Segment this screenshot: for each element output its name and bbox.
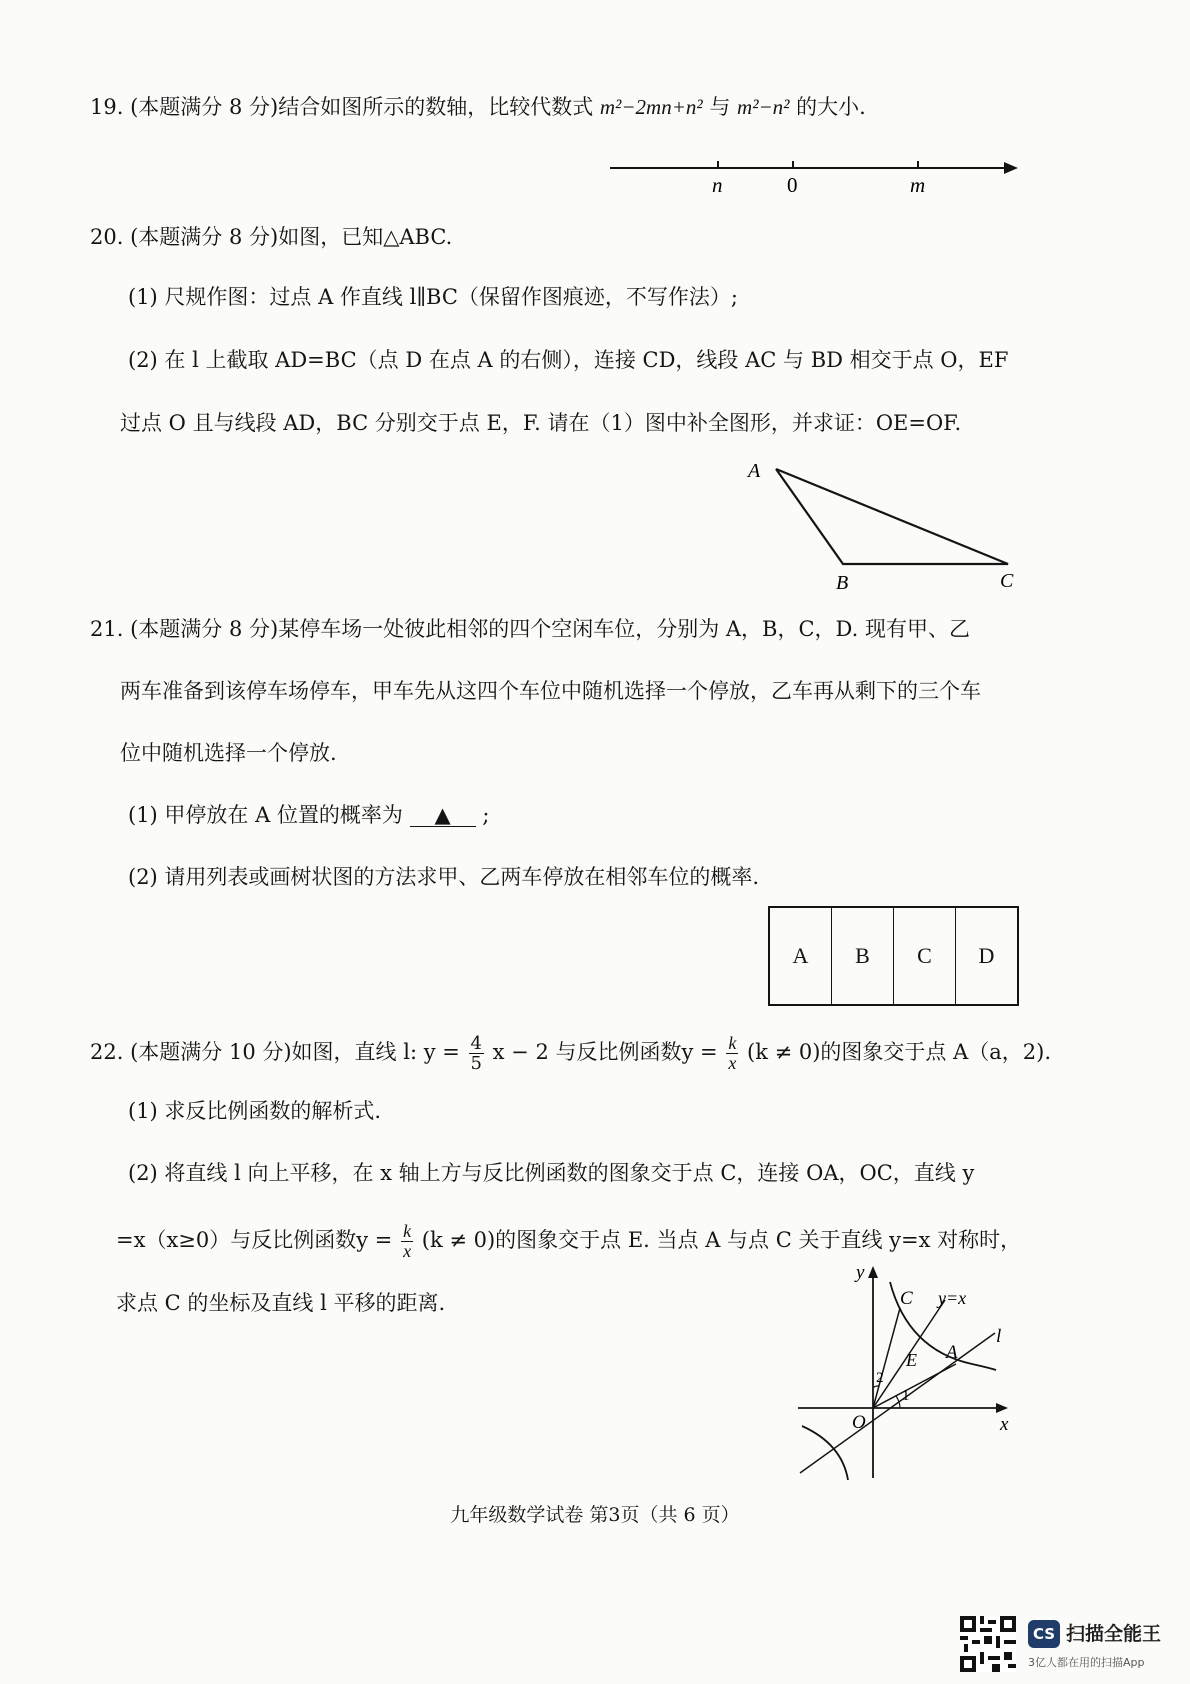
fig-label-e: E: [906, 1350, 917, 1370]
q20-part2-line1: (2) 在 l 上截取 AD=BC（点 D 在点 A 的右侧），连接 CD，线段 AC 与 BD 相交于点 O，EF: [128, 348, 1009, 372]
q19-head: (本题满分 8 分)结合如图所示的数轴，比较代数式: [130, 95, 594, 119]
vertex-c: C: [1000, 570, 1014, 592]
q19-number: 19.: [90, 95, 124, 119]
fig-label-x: x: [1000, 1414, 1009, 1435]
q21-line2: 两车准备到该停车场停车，甲车先从这四个车位中随机选择一个停放，乙车再从剩下的三个车: [120, 679, 981, 703]
parking-slot: A: [770, 908, 832, 1004]
brand-name: 扫描全能王: [1066, 1623, 1162, 1645]
fig-label-yx: y=x: [938, 1288, 967, 1308]
q22-part2-line1: (2) 将直线 l 向上平移，在 x 轴上方与反比例函数的图象交于点 C，连接 OA，OC，直线 y: [128, 1161, 975, 1185]
fig-label-a: A: [946, 1342, 958, 1363]
fraction-denominator: x: [728, 1053, 737, 1073]
parking-slot: D: [978, 943, 995, 968]
qr-code-icon: [960, 1616, 1016, 1672]
parking-slot: B: [832, 908, 894, 1004]
q21-part1-text: (1) 甲停放在 A 位置的概率为: [128, 803, 403, 827]
q22-part1: (1) 求反比例函数的解析式.: [128, 1099, 382, 1123]
triangle-abc-figure: [740, 455, 1030, 595]
fig-label-c: C: [900, 1288, 913, 1309]
q20-head-line: [90, 222, 452, 252]
q19-mid: 与: [709, 95, 731, 119]
q21-part1: [128, 800, 489, 830]
q20-part2-line2: 过点 O 且与线段 AD，BC 分别交于点 E，F. 请在（1）图中补全图形，并求证：OE=OF.: [120, 411, 962, 435]
q20-head: (本题满分 8 分)如图，已知△ABC.: [130, 225, 453, 249]
fraction-denominator: 5: [470, 1053, 482, 1074]
vertex-a: A: [748, 460, 761, 482]
q21-line3: 位中随机选择一个停放.: [120, 741, 337, 765]
q19-line: [90, 92, 866, 122]
q22-number: 22.: [90, 1040, 124, 1064]
parking-slot: C: [894, 908, 956, 1004]
fraction-denominator: x: [403, 1241, 412, 1261]
fraction-k-over-x: [726, 1034, 738, 1073]
q19-expr2: m²−n²: [737, 95, 790, 119]
angle-label-2: 2: [876, 1370, 884, 1386]
fraction-numerator: k: [728, 1033, 737, 1053]
axis-label-n: n: [712, 173, 723, 197]
fraction-numerator: k: [403, 1221, 412, 1241]
coordinate-figure: [790, 1258, 1020, 1483]
brand-tagline: 3亿人都在用的扫描App: [1028, 1656, 1145, 1669]
scanner-watermark: [960, 1616, 1180, 1676]
page-footer: 九年级数学试卷 第3页（共 6 页）: [450, 1504, 740, 1526]
fig-label-l: l: [996, 1326, 1002, 1347]
q22-text2b2: (k ≠ 0)的图象交于点 E. 当点 A 与点 C 关于直线 y=x 对称时，: [421, 1228, 1022, 1252]
q22-text1c: (k ≠ 0)的图象交于点 A（a，2).: [747, 1040, 1052, 1064]
axis-label-0: 0: [787, 173, 798, 197]
q20-part1: (1) 尺规作图：过点 A 作直线 l∥BC（保留作图痕迹，不写作法）;: [128, 285, 738, 309]
fraction-k-over-x: [401, 1222, 413, 1261]
cs-logo: CS: [1028, 1620, 1060, 1648]
fraction-four-fifths: [469, 1034, 484, 1073]
q22-part2-line3: 求点 C 的坐标及直线 l 平移的距离.: [116, 1291, 446, 1315]
q21-text1: (本题满分 8 分)某停车场一处彼此相邻的四个空闲车位，分别为 A，B，C，D. 现有甲、乙: [130, 617, 970, 641]
fraction-numerator: 4: [470, 1033, 482, 1054]
q19-tail: 的大小.: [796, 95, 866, 119]
parking-slots: [768, 906, 1019, 1006]
q20-number: 20.: [90, 225, 124, 249]
q21-line1: [90, 614, 970, 644]
q22-text1a: (本题满分 10 分)如图，直线 l: y =: [130, 1040, 460, 1064]
angle-label-1: 1: [902, 1388, 910, 1404]
q21-part1-end: ;: [482, 803, 490, 827]
fig-label-y: y: [856, 1262, 865, 1283]
q22-part2-line2: [116, 1222, 1021, 1261]
q22-line1: [90, 1034, 1051, 1073]
q22-text1b: x − 2 与反比例函数y =: [492, 1040, 718, 1064]
fig-label-o: O: [852, 1412, 866, 1433]
vertex-b: B: [836, 572, 849, 594]
q21-number: 21.: [90, 617, 124, 641]
q22-text2b1: =x（x≥0）与反比例函数y =: [116, 1228, 393, 1252]
q19-expr1: m²−2mn+n²: [599, 95, 703, 119]
axis-label-m: m: [910, 173, 926, 197]
number-line-figure: [600, 150, 1020, 200]
q21-part2: (2) 请用列表或画树状图的方法求甲、乙两车停放在相邻车位的概率.: [128, 865, 760, 889]
answer-blank: ▲: [410, 804, 476, 827]
